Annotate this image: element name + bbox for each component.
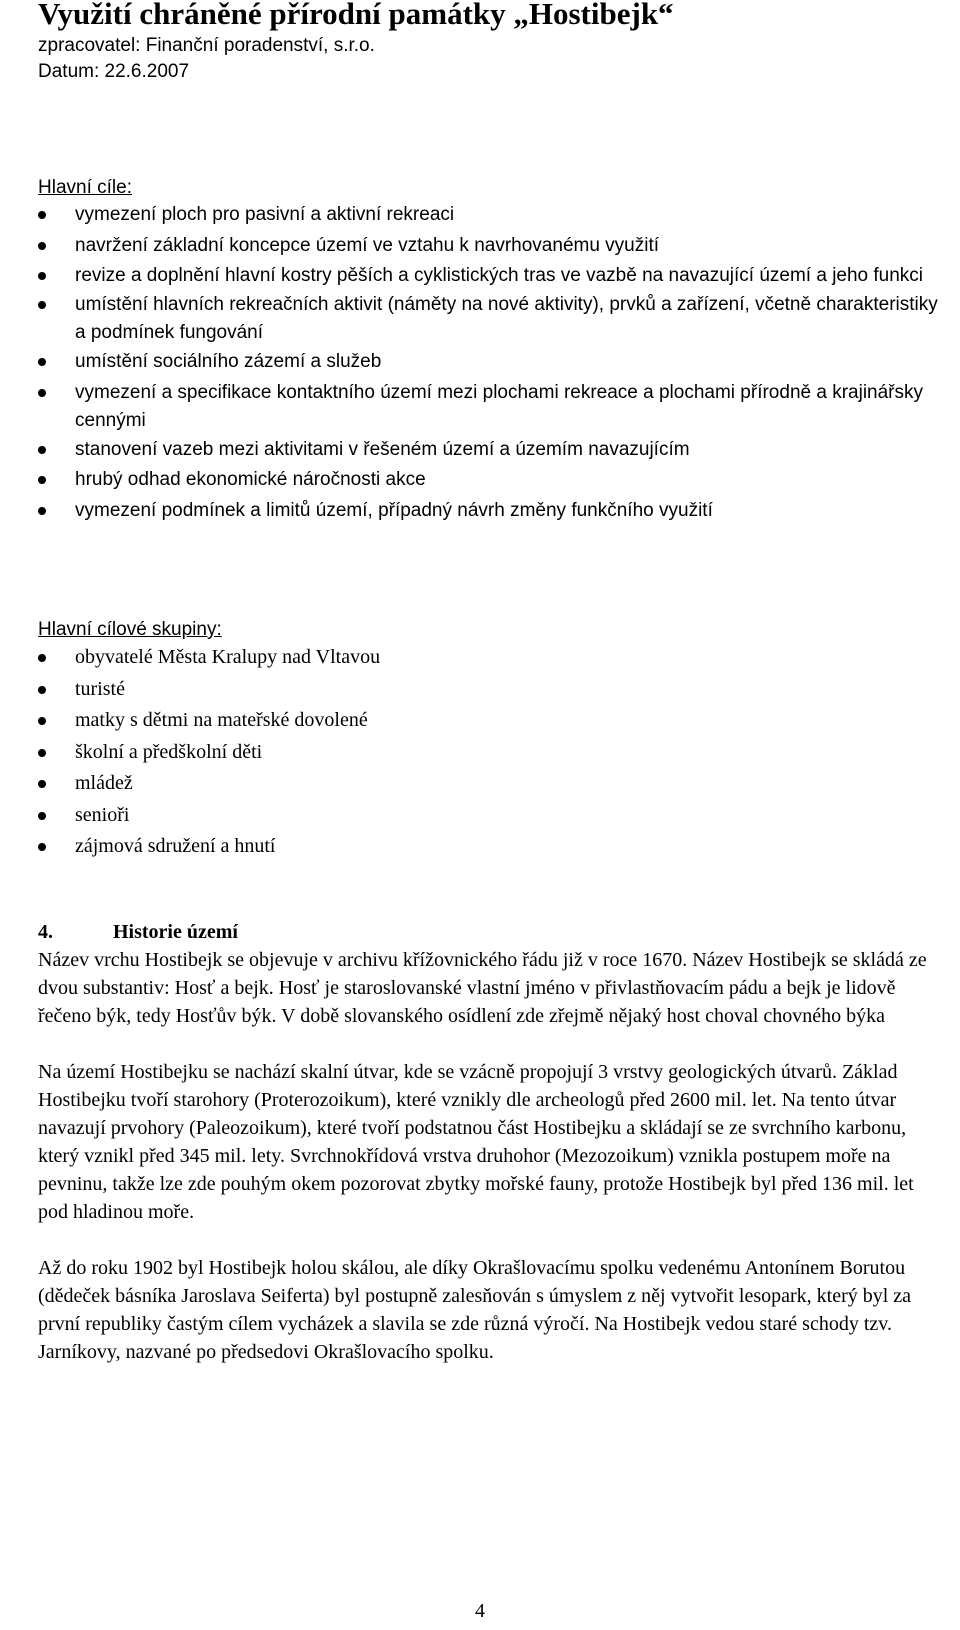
list-item [38,768,938,800]
section-number: 4. [38,921,53,943]
goal-text: stanovení vazeb mezi aktivitami v řešeném území a územím navazujícím [75,438,690,460]
list-item [38,231,938,262]
bullet-icon [38,242,46,250]
history-section [38,918,938,1366]
list-item [38,465,938,496]
bullet-icon [38,843,46,851]
group-text: turisté [75,677,125,700]
bullet-icon [38,686,46,694]
section-title: Historie území [113,921,238,943]
group-text: obyvatelé Města Kralupy nad Vltavou [75,646,381,668]
list-item [38,737,938,769]
history-heading [38,918,938,946]
goal-text: vymezení podmínek a limitů území, případný návrh změny funkčního využití [75,499,713,521]
bullet-icon [38,717,46,725]
goal-text: vymezení ploch pro pasivní a aktivní rekreaci [75,204,455,225]
goal-text: navržení základní koncepce území ve vztahu k navrhovanému využití [75,234,660,256]
group-text: senioři [75,803,130,826]
list-item [38,200,938,231]
list-item [38,674,938,706]
list-item [38,290,938,347]
bullet-icon [38,749,46,757]
bullet-icon [38,211,46,219]
group-text: školní a předškolní děti [75,740,263,763]
bullet-icon [38,389,46,397]
bullet-icon [38,507,46,515]
goal-text: vymezení a specifikace kontaktního území mezi plochami rekreace a plochami přírodně a krajinářsky cennými [75,381,923,431]
bullet-icon [38,301,46,309]
list-item [38,496,938,527]
goal-text: umístění sociálního zázemí a služeb [75,351,382,372]
bullet-icon [38,358,46,366]
bullet-icon [38,272,46,280]
list-item [38,831,938,863]
history-paragraph: Na území Hostibejku se nachází skalní útvar, kde se vzácně propojují 3 vrstvy geologických útvarů. Základ Hostibejku tvoří starohory (Proterozoikum), které vznikly dle archeologů před 2600 mil. let. Na tento útvar navazují prvohory (Paleozoikum), které tvoří podstatnou část Hostibejku a skládají se ze svrchního karbonu, který vznikl před 345 mil. lety. Svrchnokřídová vrstva druhohor (Mezozoikum) vznikla postupem moře na pevninu, takže lze zde pouhým okem pozorovat zbytky mořské fauny, protože Hostibejk byl před 136 mil. let pod hladinou moře. [38,1061,914,1223]
history-paragraph: Až do roku 1902 byl Hostibejk holou skálou, ale díky Okrašlovacímu spolku vedenému Antonínem Borutou (dědeček básníka Jaroslava Seiferta) byl postupně zalesňován s úmyslem z něj vytvořit lesopark, který byl za první republiky častým cílem vycházek a slavila se zde různá výročí. Na Hostibejk vedou staré schody tzv. Jarníkovy, nazvané po předsedovi Okrašlovacího spolku. [38,1257,912,1363]
list-item [38,347,938,378]
history-paragraph: Název vrchu Hostibejk se objevuje v archivu křížovnického řádu již v roce 1670. Název Hostibejk se skládá ze dvou substantiv: Hosť a bejk. Hosť je staroslovanské vlastní jméno v přivlastňovacím pádu a bejk je lidově řečeno býk, tedy Hosťův býk. V době slovanského osídlení zde zřejmě nějaký host choval chovného býka [38,949,927,1027]
goal-text: revize a doplnění hlavní kostry pěších a cyklistických tras ve vazbě na navazující území a jeho funkci [75,265,924,286]
list-item [38,261,938,290]
bullet-icon [38,654,46,662]
target-groups-list [38,642,938,863]
list-item [38,378,938,435]
list-item [38,705,938,737]
goals-heading: Hlavní cíle: [38,177,132,198]
bullet-icon [38,780,46,788]
group-text: mládež [75,772,133,794]
list-item [38,800,938,832]
bullet-icon [38,446,46,454]
goal-text: umístění hlavních rekreačních aktivit (náměty na nové aktivity), prvků a zařízení, včetně charakteristiky a podmínek fungování [75,294,938,343]
date-line: Datum: 22.6.2007 [38,61,190,82]
document-title: Využití chráněné přírodní památky „Hostibejk“ [38,0,674,31]
bullet-icon [38,812,46,820]
goals-section [38,175,938,526]
target-groups-section [38,617,938,863]
goal-text: hrubý odhad ekonomické náročnosti akce [75,469,426,490]
list-item [38,435,938,466]
list-item [38,642,938,674]
goals-list [38,200,938,526]
target-groups-heading: Hlavní cílové skupiny: [38,619,222,640]
page-number: 4 [475,1600,485,1622]
group-text: matky s dětmi na mateřské dovolené [75,709,368,731]
group-text: zájmová sdružení a hnutí [75,835,276,857]
bullet-icon [38,476,46,484]
author-line: zpracovatel: Finanční poradenství, s.r.o. [38,35,375,56]
